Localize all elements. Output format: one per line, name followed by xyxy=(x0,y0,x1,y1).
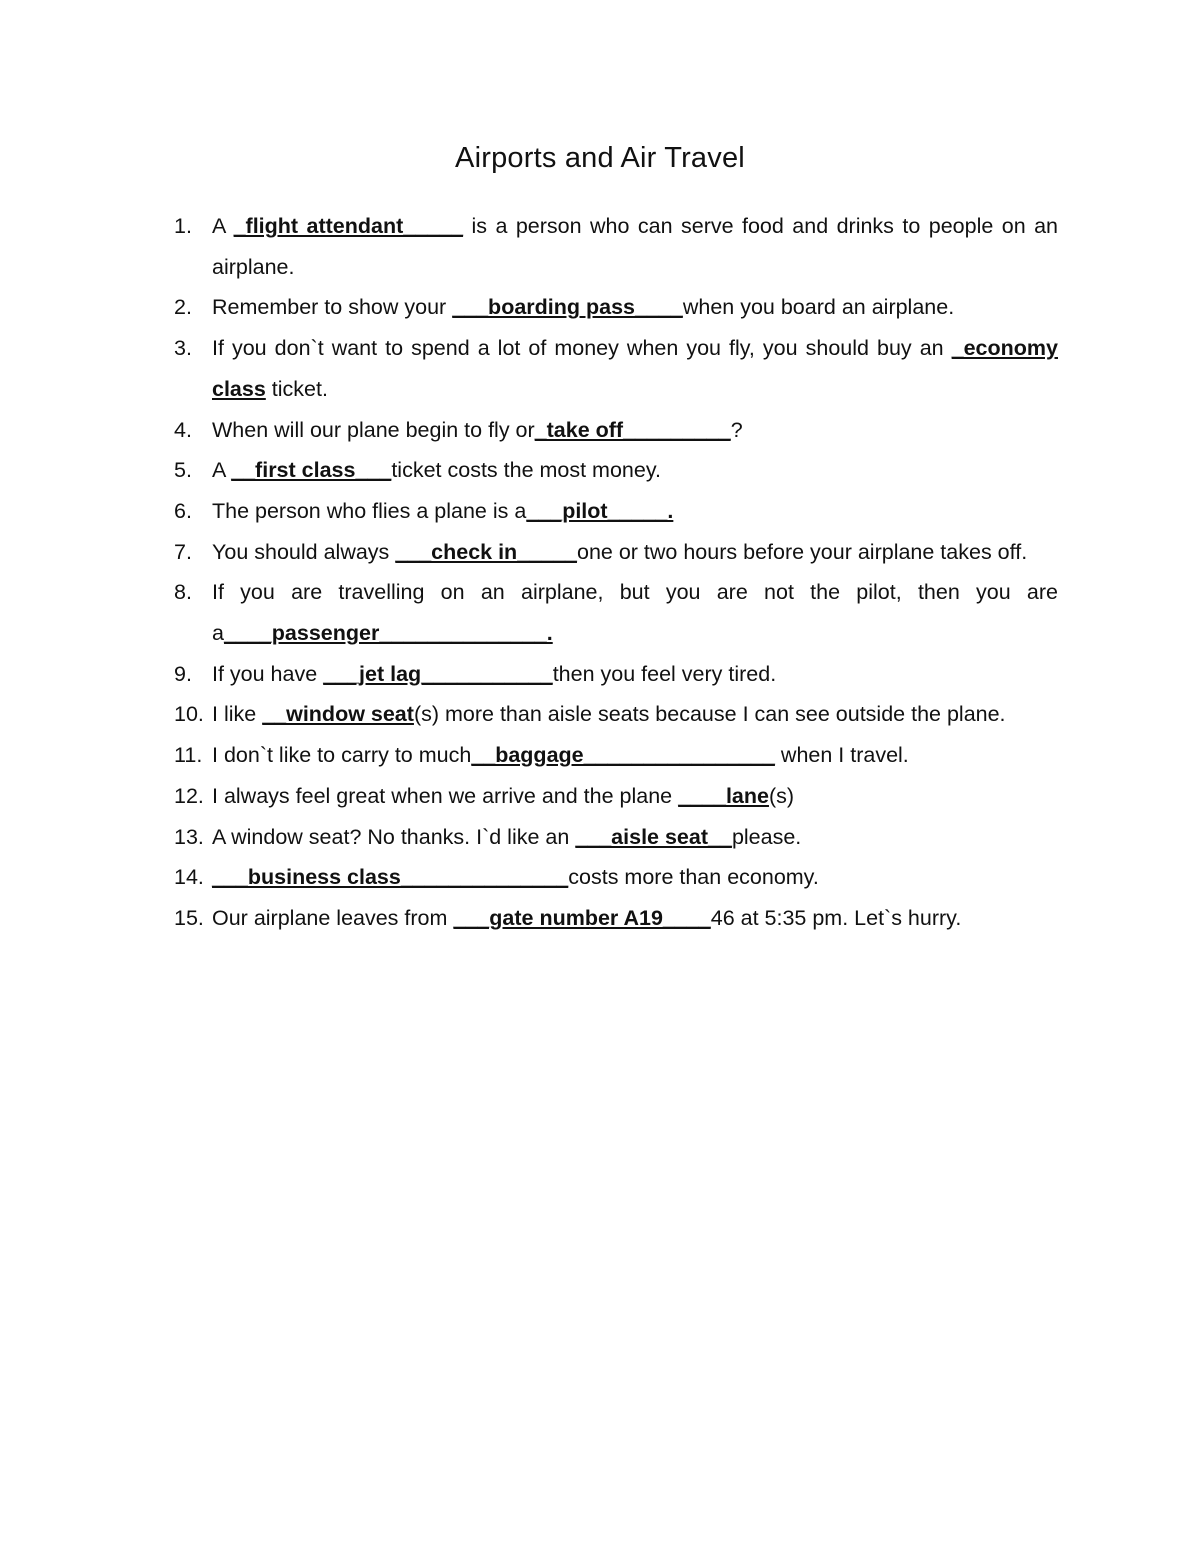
item-number: 9. xyxy=(174,661,192,686)
item-text-before: I don`t like to carry to much xyxy=(212,743,472,768)
item-number: 1. xyxy=(174,214,192,238)
item-answer: ____lane xyxy=(678,783,769,808)
item-number: 5. xyxy=(174,458,192,483)
item-answer: ___boarding pass____ xyxy=(452,295,683,320)
item-text-before: I always feel great when we arrive and the plane xyxy=(212,783,679,808)
question-item xyxy=(174,776,1058,817)
item-answer: __first class___ xyxy=(231,458,392,483)
question-item xyxy=(174,857,1058,898)
question-list xyxy=(174,206,1058,939)
item-text-before: A window seat? No thanks. I`d like an xyxy=(212,824,576,849)
item-text-after: please. xyxy=(731,824,802,849)
item-number: 8. xyxy=(174,580,192,605)
item-answer: __baggage________________ xyxy=(471,743,775,768)
item-text-after: ? xyxy=(730,417,743,442)
question-item xyxy=(174,898,1058,939)
item-number: 13. xyxy=(174,824,204,849)
item-number: 10. xyxy=(174,702,204,727)
question-item xyxy=(174,817,1058,858)
question-item xyxy=(174,654,1058,695)
item-text-after: when you board an airplane. xyxy=(682,295,955,320)
item-text-after: when I travel. xyxy=(774,743,909,768)
item-answer: ___aisle seat__ xyxy=(575,824,732,849)
question-item xyxy=(174,206,1058,287)
item-answer: _economy class xyxy=(212,336,1058,401)
item-answer: ___gate number A19____ xyxy=(453,905,711,930)
item-number: 14. xyxy=(174,865,204,890)
item-text-before: I like xyxy=(212,702,263,727)
question-item xyxy=(174,735,1058,776)
item-answer: ___pilot_____. xyxy=(526,498,674,523)
item-text-before: A xyxy=(212,458,232,483)
item-answer: __window seat xyxy=(262,702,414,727)
item-text-after: ticket costs the most money. xyxy=(391,458,661,483)
item-text-before: If you have xyxy=(212,661,324,686)
question-item xyxy=(174,572,1058,653)
item-text-before: The person who flies a plane is a xyxy=(212,498,527,523)
item-text-after: costs more than economy. xyxy=(568,865,819,890)
item-number: 2. xyxy=(174,295,192,320)
item-text-before: You should always xyxy=(212,539,396,564)
item-answer: _take off_________ xyxy=(534,417,731,442)
item-number: 11. xyxy=(174,743,203,768)
item-answer: ____passenger______________. xyxy=(223,621,553,646)
item-number: 15. xyxy=(174,905,204,930)
page-title: Airports and Air Travel xyxy=(455,142,745,174)
item-text-before: A xyxy=(212,214,234,238)
item-text-before: If you don`t want to spend a lot of money when you fly, you should buy an xyxy=(212,336,952,361)
item-number: 4. xyxy=(174,417,192,442)
question-item xyxy=(174,328,1058,409)
item-answer: ___check in_____ xyxy=(395,539,577,564)
item-answer: _flight attendant_____ xyxy=(233,214,464,238)
item-text-after: one or two hours before your airplane takes off. xyxy=(576,539,1028,564)
item-text-after: then you feel very tired. xyxy=(552,661,777,686)
item-text-before: If you are travelling on an airplane, but you are not the pilot, then you are a xyxy=(212,580,1058,646)
item-number: 3. xyxy=(174,336,192,361)
item-text-before: Remember to show your xyxy=(212,295,453,320)
item-text-after: ticket. xyxy=(265,376,328,401)
question-item xyxy=(174,287,1058,328)
item-number: 12. xyxy=(174,783,204,808)
question-item xyxy=(174,450,1058,491)
item-text-before: Our airplane leaves from xyxy=(212,905,454,930)
item-answer: ___business class______________ xyxy=(212,865,569,890)
item-answer: ___jet lag___________ xyxy=(323,661,553,686)
item-number: 7. xyxy=(174,539,192,564)
item-text-after: (s) more than aisle seats because I can see outside the plane. xyxy=(413,702,1006,727)
item-text-after: is a person who can serve food and drinks to people on an airplane. xyxy=(212,214,1058,279)
item-text-after: 46 at 5:35 pm. Let`s hurry. xyxy=(710,905,962,930)
item-number: 6. xyxy=(174,498,192,523)
question-item xyxy=(174,694,1058,735)
question-item xyxy=(174,532,1058,573)
item-text-before: When will our plane begin to fly or xyxy=(212,417,535,442)
question-item xyxy=(174,491,1058,532)
question-item xyxy=(174,410,1058,451)
item-text-after: (s) xyxy=(768,783,795,808)
